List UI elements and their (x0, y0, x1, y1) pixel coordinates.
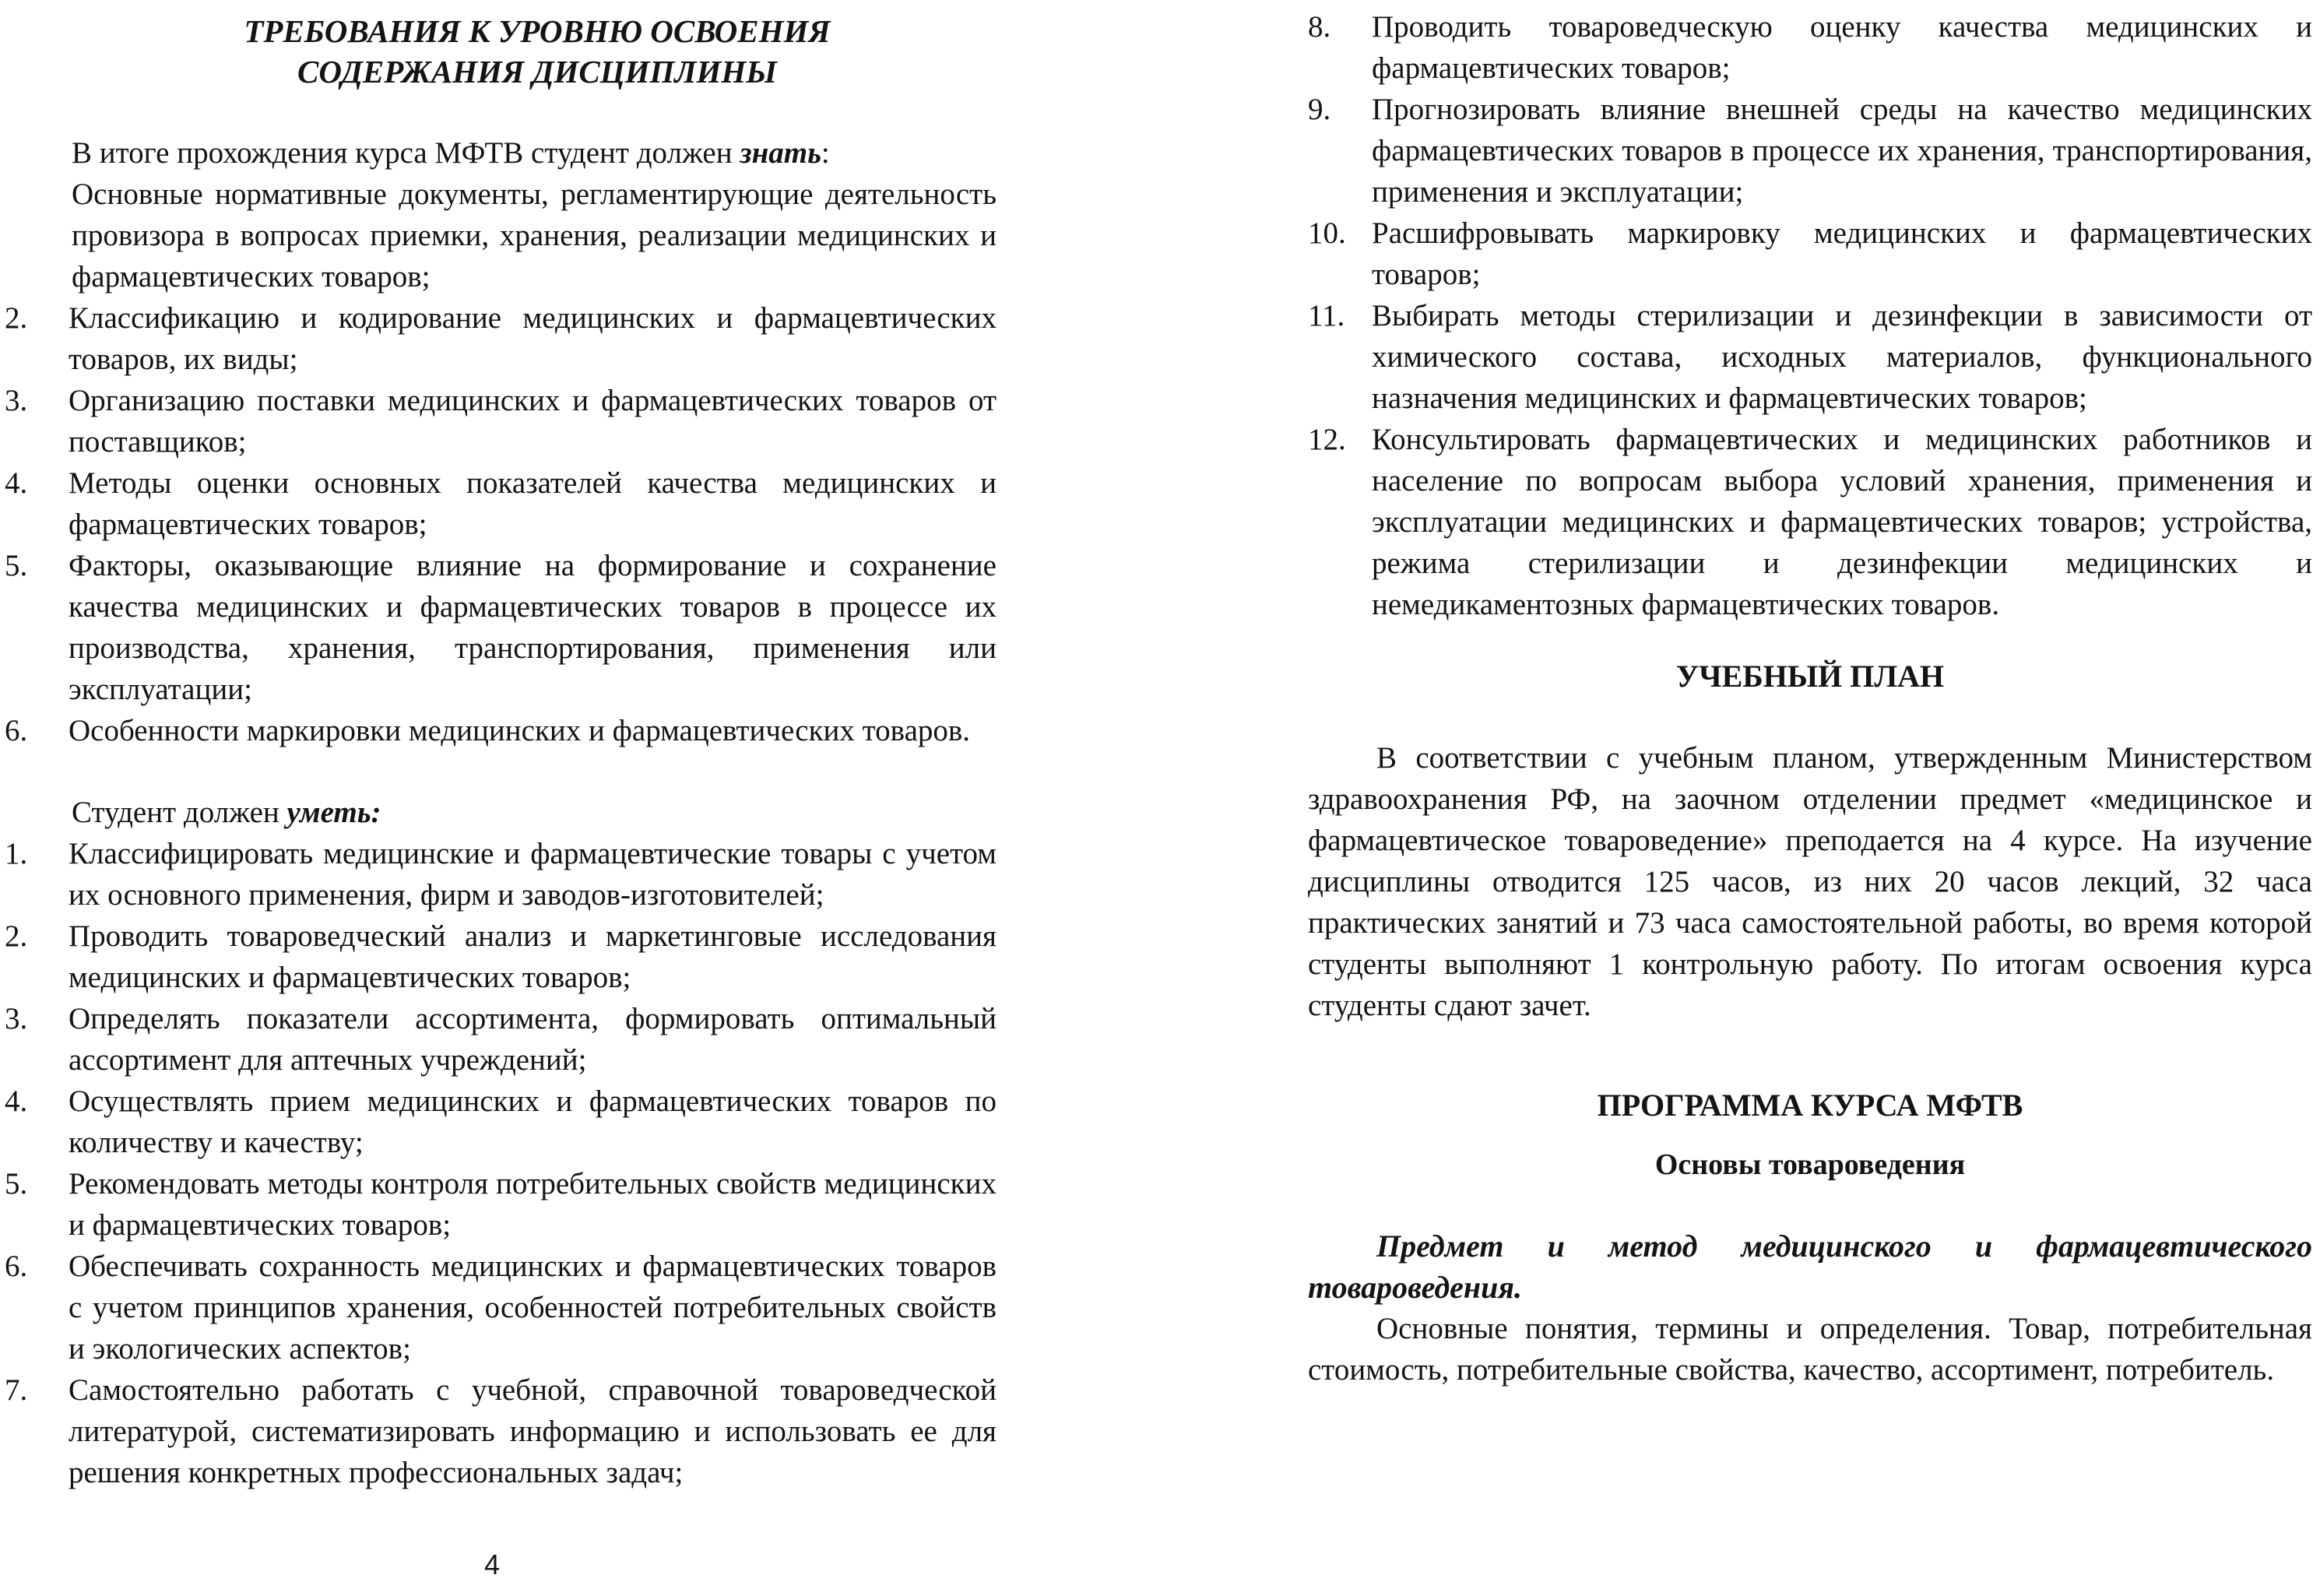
list-item (0, 462, 1043, 545)
skill-intro-prefix: Студент должен (72, 796, 287, 829)
list-item-number: 9. (1308, 93, 1331, 126)
list-item-text: Проводить товароведческий анализ и маркетинговые исследования медицинских и фармацевтических товаров; (69, 919, 997, 994)
know-intro-suffix: : (821, 136, 830, 170)
list-item-text: Рекомендовать методы контроля потребительных свойств медицинских и фармацевтических товаров; (69, 1167, 997, 1242)
list-item-text: Прогнозировать влияние внешней среды на качество медицинских фармацевтических товаров в процессе их хранения, транспортирования, применения и эксплуатации; (1372, 93, 2312, 209)
list-item-number: 2. (5, 301, 28, 335)
list-item-text: Факторы, оказывающие влияние на формирование и сохранение качества медицинских и фармацевтических товаров в процессе их производства, хранения, транспортирования, применения или эксплуатации; (69, 549, 997, 706)
know-intro-keyword: знать (740, 136, 821, 170)
list-item-text: Расшифровывать маркировку медицинских и фармацевтических товаров; (1372, 216, 2312, 291)
list-item-number: 4. (5, 466, 28, 500)
list-item (0, 380, 1043, 462)
list-item-text: Проводить товароведческую оценку качества медицинских и фармацевтических товаров; (1372, 10, 2312, 85)
list-item-number: 5. (5, 1167, 28, 1201)
list-item-number: 5. (5, 549, 28, 582)
program-heading: ПРОГРАММА КУРСА МФТВ (1597, 1088, 2023, 1123)
list-item-number: 7. (5, 1373, 28, 1407)
skill-list-right (1308, 6, 2312, 625)
list-item-number: 2. (5, 919, 28, 953)
page-number: 4 (484, 1549, 501, 1580)
list-item-text: Осуществлять прием медицинских и фармацевтических товаров по количеству и качеству; (69, 1085, 997, 1159)
list-item-text: Классифицировать медицинские и фармацевтические товары с учетом их основного применения, фирм и заводов-изготовителей; (69, 837, 997, 912)
list-item-text: Выбирать методы стерилизации и дезинфекции в зависимости от химического состава, исходных материалов, функционального назначения медицинских и фармацевтических товаров; (1372, 299, 2312, 415)
plan-text: В соответствии с учебным планом, утвержденным Министерством здравоохранения РФ, на заочном отделении предмет «медицинское и фармацевтическое товароведение» преподается на 4 курсе. На изучение дисциплины отводится 125 часов, из них 20 часов лекций, 32 часа практических занятий и 73 часа самостоятельной работы, во время которой студенты выполняют 1 контрольную работу. По итогам освоения курса студенты сдают зачет. (1308, 741, 2312, 1022)
section-title-line2: СОДЕРЖАНИЯ ДИСЦИПЛИНЫ (297, 54, 778, 90)
list-item (0, 998, 1043, 1081)
section-title-line1: ТРЕБОВАНИЯ К УРОВНЮ ОСВОЕНИЯ (244, 13, 831, 49)
list-item (1308, 419, 2312, 625)
list-item-number: 11. (1308, 299, 1345, 332)
list-item (0, 1246, 1043, 1369)
list-item (1308, 89, 2312, 213)
list-item-text: Организацию поставки медицинских и фармацевтических товаров от поставщиков; (69, 384, 997, 459)
program-subheading: Основы товароведения (1654, 1148, 1966, 1181)
list-item-number: 6. (5, 714, 28, 747)
list-item-number: 8. (1308, 10, 1331, 44)
left-page (0, 0, 1043, 1596)
subject-heading: Предмет и метод медицинского и фармацевтического товароведения. (1308, 1229, 2312, 1305)
list-item-text: Методы оценки основных показателей качества медицинских и фармацевтических товаров; (69, 466, 997, 541)
skill-list-left (0, 833, 1043, 1493)
list-item (0, 833, 1043, 916)
know-intro-prefix: В итоге прохождения курса МФТВ студент должен (72, 136, 740, 170)
list-item-text: Обеспечивать сохранность медицинских и фармацевтических товаров с учетом принципов хранения, особенностей потребительных свойств и экологических аспектов; (69, 1250, 997, 1366)
list-item (0, 710, 1043, 751)
list-item-text: Консультировать фармацевтических и медицинских работников и население по вопросам выбора условий хранения, применения и эксплуатации медицинских и фармацевтических товаров; устройства, режима стерилизации и дезинфекции медицинских и немедикаментозных фармацевтических товаров. (1372, 423, 2312, 621)
list-item (0, 1081, 1043, 1163)
list-item-number: 3. (5, 384, 28, 417)
list-item (1308, 6, 2312, 89)
list-item (0, 1163, 1043, 1246)
list-item-number: 10. (1308, 216, 1346, 250)
skill-intro (0, 792, 1043, 833)
list-item-number: 12. (1308, 423, 1346, 456)
right-page (1308, 0, 2312, 1596)
subject-text: Основные понятия, термины и определения. Товар, потребительная стоимость, потребительные свойства, качество, ассортимент, потребитель. (1308, 1312, 2312, 1387)
list-item-number: 4. (5, 1085, 28, 1118)
list-item-text: Определять показатели ассортимента, формировать оптимальный ассортимент для аптечных учреждений; (69, 1002, 997, 1077)
know-list (0, 297, 1043, 751)
list-item (0, 297, 1043, 380)
list-item-text: Особенности маркировки медицинских и фармацевтических товаров. (69, 714, 971, 747)
plan-heading: УЧЕБНЫЙ ПЛАН (1675, 659, 1945, 694)
know-first-item: Основные нормативные документы, регламентирующие деятельность провизора в вопросах приемки, хранения, реализации медицинских и фармацевтических товаров; (72, 178, 997, 294)
know-intro (0, 132, 1043, 174)
list-item (1308, 295, 2312, 419)
list-item-number: 1. (5, 837, 28, 870)
list-item (0, 916, 1043, 998)
skill-intro-keyword: уметь: (286, 796, 381, 829)
list-item-text: Классификацию и кодирование медицинских и фармацевтических товаров, их виды; (69, 301, 997, 376)
list-item-number: 6. (5, 1250, 28, 1283)
list-item (0, 545, 1043, 710)
list-item-text: Самостоятельно работать с учебной, справочной товароведческой литературой, систематизировать информацию и использовать ее для решения конкретных профессиональных задач; (69, 1373, 997, 1489)
list-item (0, 1369, 1043, 1493)
list-item-number: 3. (5, 1002, 28, 1035)
list-item (1308, 213, 2312, 295)
